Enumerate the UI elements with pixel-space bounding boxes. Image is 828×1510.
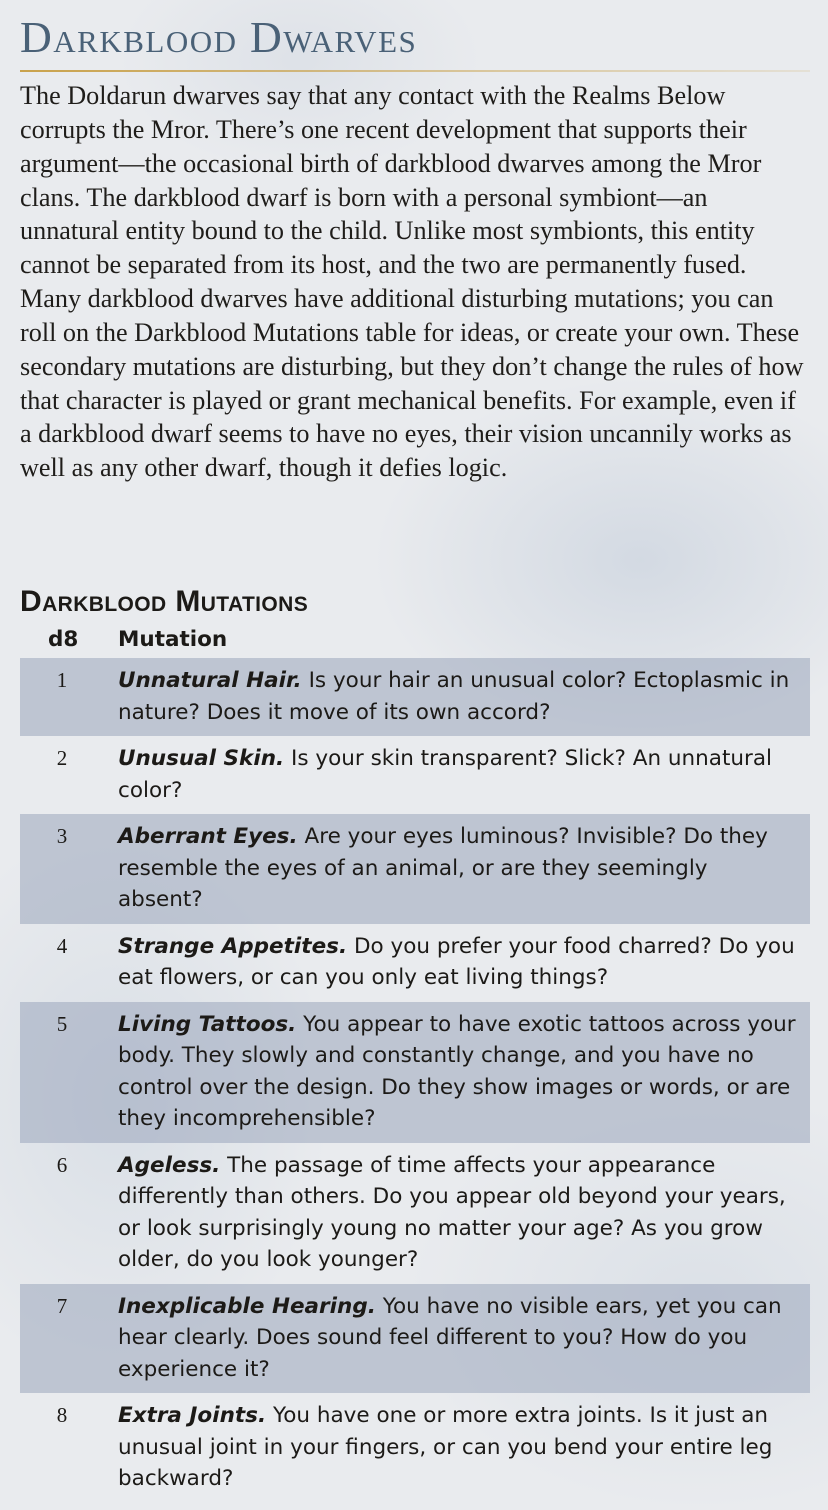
row-number: 3 [56,824,68,848]
row-description [118,1400,798,1495]
row-name: Living Tattoos. [118,1011,297,1037]
row-number: 8 [56,1403,68,1427]
table-row [20,1393,810,1503]
row-description [118,931,798,994]
row-text: Do you prefer your food charred? Do you eat flowers, or can you only eat living things? [118,933,795,990]
row-number: 6 [56,1152,68,1177]
row-text: The passage of time affects your appearance differently than others. Do you appear old beyond your years, or look surprisingly young no matter your age? As you grow older, do you look younger? [118,1152,786,1272]
intro-paragraph: The Doldarun dwarves say that any contact with the Realms Below corrupts the Mror. There’s one recent development that supports their argument—the occasional birth of darkblood dwarves among the Mror clans. The darkblood dwarf is born with a personal symbiont—an unnatural entity bound to the child. Unlike most symbionts, this entity cannot be separated from its host, and the two are permanently fused. Many darkblood dwarves have additional disturbing mutations; you can roll on the Darkblood Mutations table for ideas, or create your own. These secondary mutations are disturbing, but they don’t change the rules of how that character is played or grant mechanical benefits. For example, even if a darkblood dwarf seems to have no eyes, their vision uncannily works as well as any other dwarf, though it defies logic. [20,81,804,483]
row-text: You have one or more extra joints. Is it just an unusual joint in your fingers, or can you bend your entire leg backward? [118,1403,773,1491]
table-row [20,1284,810,1394]
row-name: Unusual Skin. [118,746,285,771]
table-row [20,1002,810,1143]
row-text: You have no visible ears, yet you can hear clearly. Does sound feel different to you? How do you experience it? [118,1293,782,1382]
row-description [118,821,798,916]
row-number: 1 [56,668,68,692]
row-text: Is your hair an unusual color? Ectoplasmic in nature? Does it move of its own accord? [118,668,790,725]
row-number: 5 [56,1011,68,1036]
row-name: Aberrant Eyes. [118,824,298,849]
row-description [118,743,798,806]
row-name: Inexplicable Hearing. [118,1293,376,1319]
row-description [118,1009,798,1135]
row-text: Are your eyes luminous? Invisible? Do they resemble the eyes of an animal, or are they seemingly absent? [118,824,768,912]
row-number: 2 [56,746,68,770]
header-die: d8 [48,627,79,653]
row-name: Unnatural Hair. [118,668,302,693]
row-name: Ageless. [118,1152,221,1178]
table-row [20,658,810,736]
table-row [20,924,810,1002]
row-text: Is your skin transparent? Slick? An unnatural color? [118,746,773,803]
row-text: You appear to have exotic tattoos across your body. They slowly and constantly change, and you have no control over the design. Do they show images or words, or are they incomprehensible? [118,1011,796,1131]
table-row [20,814,810,924]
table-row [20,1143,810,1284]
row-description [118,665,798,728]
title-divider [20,70,810,72]
header-mutation: Mutation [118,627,228,653]
row-name: Strange Appetites. [118,933,348,959]
table-row [20,736,810,814]
row-description [118,1291,798,1386]
table-header [20,622,810,658]
row-number: 7 [56,1293,68,1318]
table-title: Darkblood Mutations [20,585,309,618]
page-title: Darkblood Dwarves [20,13,418,62]
mutations-table [20,622,810,1503]
row-description [118,1150,798,1276]
row-number: 4 [56,933,68,958]
row-name: Extra Joints. [118,1403,267,1428]
